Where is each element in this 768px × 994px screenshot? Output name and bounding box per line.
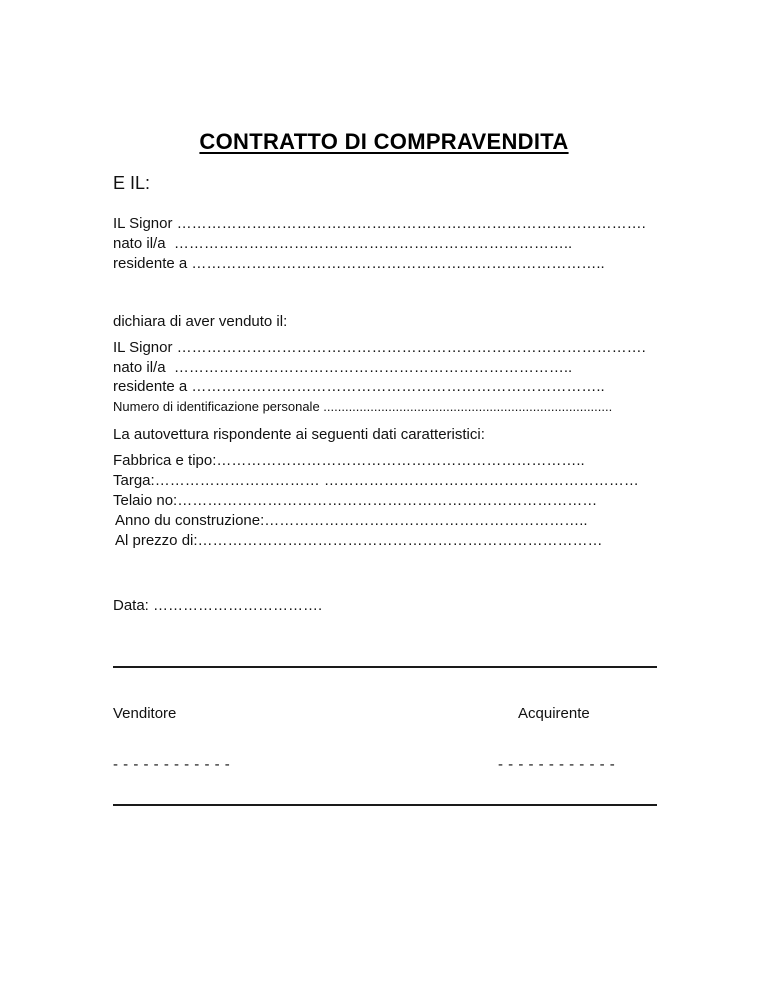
vehicle-chassis-line: Telaio no:………………………………………………………………………… [113, 492, 598, 509]
intro-label: E IL: [113, 173, 151, 193]
vehicle-heading: La autovettura rispondente ai seguenti dati caratteristici: [113, 426, 485, 443]
seller-signature-line: - - - - - - - - - - - - [113, 756, 231, 773]
vehicle-year-line: Anno du construzione:……………………………………………………….. [115, 512, 588, 529]
party1-birth-line: nato il/a …………………………………………………………………….. [113, 235, 573, 252]
separator-line-bottom [113, 804, 657, 806]
document-title: CONTRATTO DI COMPRAVENDITA [199, 129, 569, 154]
vehicle-plate-line: Targa:…………………………… ……………………………………………………… [113, 472, 639, 489]
separator-line-top [113, 666, 657, 668]
party2-id-number-line: Numero di identificazione personale ................................................................................ [113, 399, 613, 414]
declaration-line: dichiara di aver venduto il: [113, 313, 288, 330]
party2-birth-line: nato il/a …………………………………………………………………….. [113, 359, 573, 376]
party1-residence-line: residente a ……………………………………………………………………….. [113, 255, 605, 272]
buyer-signature-label: Acquirente [518, 705, 590, 722]
vehicle-make-line: Fabbrica e tipo:……………………………………………………………….. [113, 452, 585, 469]
vehicle-price-line: Al prezzo di:……………………………………………………………………… [115, 532, 603, 549]
date-line: Data: ……………………………. [113, 597, 323, 614]
party1-signor-line: IL Signor …………………………………………………………………………………. [113, 215, 646, 232]
party2-residence-line: residente a ……………………………………………………………………….. [113, 378, 605, 395]
buyer-signature-line: - - - - - - - - - - - - [498, 756, 616, 773]
party2-signor-line: IL Signor …………………………………………………………………………………. [113, 339, 646, 356]
seller-signature-label: Venditore [113, 705, 177, 722]
